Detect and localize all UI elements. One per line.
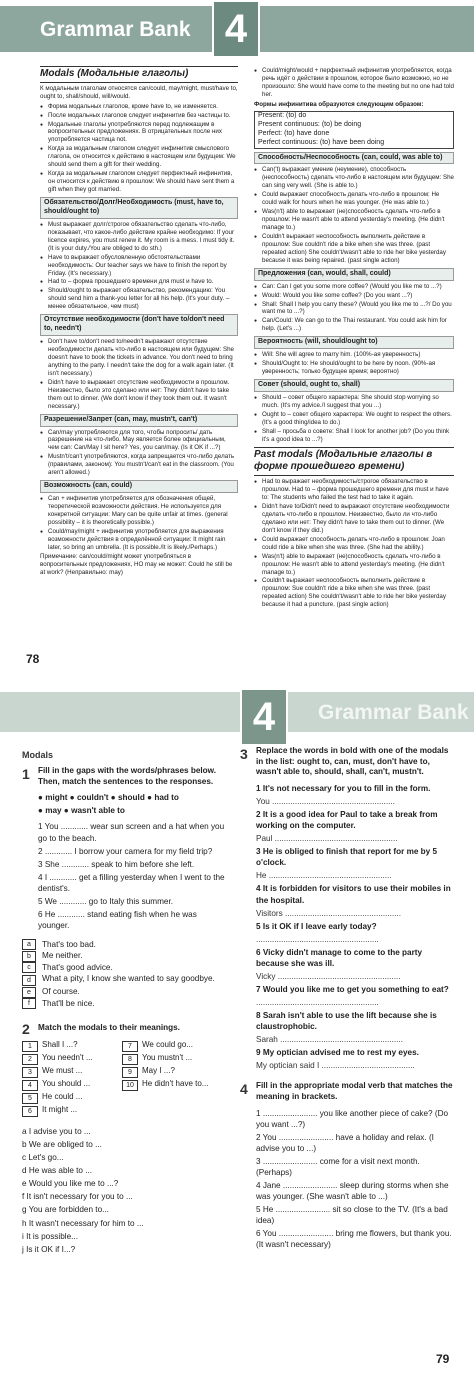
number-box: 6 — [22, 1106, 38, 1117]
list-item: ● Mustn't/can't употребляются, когда запрещается что-либо делать (правилами, законом): You mustn't/can't eat in the classroom. (You aren't allowed.) — [40, 453, 238, 477]
exercise-instruction: Fill in the gaps with the words/phrases below. Then, match the sentences to the responses. — [38, 766, 217, 786]
list-item: ● Can: Can I get you some more coffee? (Would you like me to ...?) — [254, 283, 454, 291]
modals-intro: К модальным глаголам относятся can/could, may/might, must/have to, ought to, shall/should, will/would. — [40, 84, 238, 100]
list-item: ● Didn't have to/Didn't need to выражают отсутствие необходимости сделать что-либо в прошлом. Неизвестно, было ли что-либо сделано или нет: They didn't have to take them out to dinner. (We don't know if they did.) — [254, 503, 454, 535]
number-box: 1 — [22, 1041, 38, 1052]
response-text: That'll be nice. — [42, 998, 95, 1008]
form-row: Perfect continuous: (to) have been doing — [258, 138, 385, 146]
response-row — [22, 998, 228, 1009]
possibility-note: Примечание: can/could/might может употребляться в вопросительных предложениях, НО may не может: Could he still be at work? (Неправильно: may) — [40, 552, 233, 576]
modal-item: It might ... — [42, 1105, 78, 1115]
answer-line[interactable]: Vicky ...................................................... — [256, 971, 401, 981]
answer-line[interactable]: Sarah ...................................................... — [256, 1035, 403, 1045]
obligation-heading: Обязательство/Долг/Необходимость (must, have to, should/ought to) — [40, 197, 238, 219]
list-item: ● Should/Ought to: He should/ought to be here by noon. (90%-ая уверенность; только будущее время; вероятно) — [254, 360, 454, 376]
question: 7 Would you like me to get you something to eat? — [256, 984, 449, 994]
right-column — [254, 66, 454, 610]
response-row — [22, 939, 228, 950]
response-text: That's good advice. — [42, 962, 113, 972]
word-list: ● may ● wasn't able to — [38, 806, 125, 816]
infinitive-forms-box — [254, 111, 454, 149]
answer-line[interactable]: He ...................................................... — [256, 871, 392, 881]
answer-line[interactable]: Visitors ................................................... — [256, 908, 401, 918]
response-row — [22, 950, 228, 961]
list-item: ● Can/Could: We can go to the Thai restaurant. You could ask him for help. (Let's ...) — [254, 317, 454, 333]
question: 1 It's not necessary for you to fill in the form. — [256, 783, 431, 793]
list-item: ● Should/ought to выражает обязательство, рекомендацию: You should send him a thank-you letter for all his help. (It's your duty. – менее обязательное, чем must) — [40, 287, 238, 311]
page-number: 78 — [26, 652, 40, 666]
list-item: ● Couldn't выражает неспособность выполнить действие в прошлом: Sue couldn't ride a bike when she was three. (past repeated action) She couldn't/wasn't able to ride her bike yesterday because it was being repaired. (past single action) — [254, 233, 454, 265]
number-box: 4 — [22, 1080, 38, 1091]
response-row — [22, 973, 228, 986]
sentence: 5 We ............ go to Italy this summer. — [38, 896, 173, 906]
header-title: Grammar Bank — [40, 18, 191, 41]
list-item: ● Couldn't выражает неспособность выполнить действие в прошлом: Sue couldn't ride a bike when she was three. (past repeated action) She couldn't/wasn't able to ride her bike yesterday because it had a puncture. (past single action) — [254, 577, 454, 609]
question: 2 It is a good idea for Paul to take a break from working on the computer. — [256, 810, 438, 831]
number-box: 5 — [22, 1093, 38, 1104]
gap-item: 4 Jane ........................ sleep during storms when she was younger. (She wasn't able to ...) — [256, 1181, 449, 1202]
list-item: ● Was(n't) able to выражает (не)способность сделать что-либо в прошлом: He wasn't able to attend yesterday's meeting. (He didn't manage to.) — [254, 553, 454, 577]
gap-item: 1 ........................ you like another piece of cake? (Do you want ...?) — [256, 1108, 449, 1129]
meanings-list — [22, 1126, 226, 1255]
gap-item: 6 You ........................ bring me flowers, but thank you. (It wasn't necessary) — [256, 1229, 452, 1250]
list-item: ● Must выражает долг/строгое обязательство сделать что-либо, показывает, что какое-либо действие крайне необходимо: If your licence expires, you must renew it. My room is a mess. I must tidy it. (It is your duty./You are obliged to do sth.) — [40, 221, 238, 253]
perf-forms-label: Формы инфинитива образуются следующим образом: — [254, 100, 424, 108]
list-item: ● Shall: Shall I help you carry these? (Would you like me to ...?/ Do you want me to ...?) — [254, 301, 454, 317]
number-box: 9 — [122, 1067, 138, 1078]
list-item: ● Could/may/might + инфинитив употребляется для выражения возможности действия в определённой ситуации: It might rain later, so bring an umbrella. (It is possible./It is likely./Perhaps.) — [40, 528, 238, 552]
response-text: What a pity, I know she wanted to say goodbye. — [42, 974, 215, 984]
modal-item: You mustn't ... — [142, 1053, 193, 1063]
answer-box[interactable]: b — [22, 951, 36, 962]
question: 3 He is obliged to finish that report for me by 5 o'clock. — [256, 847, 438, 868]
question: 9 My optician advised me to rest my eyes. — [256, 1048, 419, 1058]
header-bar — [0, 692, 474, 732]
exercise-number: 1 — [22, 766, 30, 782]
exercise-number: 4 — [240, 1081, 248, 1098]
form-row: Perfect: (to) have done — [258, 129, 330, 137]
list-item: ● Was(n't) able to выражает (не)способность сделать что-либо в прошлом: He wasn't able to attend yesterday's meeting. (He didn't manage to.) — [254, 208, 454, 232]
meaning: h It wasn't necessary for him to ... — [22, 1218, 144, 1228]
word-list: ● might ● couldn't ● should ● had to — [38, 793, 179, 803]
page-79 — [0, 688, 474, 1376]
sentence: 3 She ............ speak to him before she left. — [38, 859, 195, 869]
list-item: ● Could выражает способность делать что-либо в прошлом: He could walk for hours when he was younger. (He was able to.) — [254, 191, 454, 207]
probability-heading: Вероятность (will, should/ought to) — [254, 336, 454, 349]
responses-list — [22, 939, 228, 1009]
gap-item: 2 You ........................ have a holiday and relax. (I advise you to ...) — [256, 1132, 434, 1153]
exercise-instruction: Replace the words in bold with one of the modals in the list: ought to, can, must, don't have to, wasn't able to, should, shall, can't, mustn't. — [256, 746, 449, 777]
list-item: ● Can + инфинитив употребляется для обозначения общей, теоретической возможности действия. Не используется для конкретной ситуации: Mary can be quite unfair at times. (general possibility – it is theoretically possible.) — [40, 495, 238, 527]
list-item: ● Should – совет общего характера: She should stop worrying so much. (It's my advice./I suggest that you ...) — [254, 394, 454, 410]
modal-item: Shall I ...? — [42, 1040, 78, 1050]
exercise-number: 2 — [22, 1021, 30, 1038]
modal-item: He could ... — [42, 1092, 83, 1102]
sentence: 4 I ............ get a filling yesterday when I went to the dentist's. — [38, 872, 225, 893]
list-item: ● Don't have to/don't need to/needn't выражают отсутствие необходимости делать что-либо в настоящем или будущем: She doesn't have to book the tickets in advance. You don't need to bring anything to the party. I needn't take the dog for a walk again later. (It isn't necessary.) — [40, 338, 238, 378]
form-row: Present: (to) do — [258, 111, 307, 119]
answer-box[interactable]: f — [22, 998, 36, 1009]
unit-number-badge: 4 — [212, 0, 260, 58]
modals-heading: Modals (Модальные глаголы) — [40, 66, 238, 83]
answer-line[interactable]: Paul ...................................................... — [256, 834, 398, 844]
answer-line[interactable]: You ...................................................... — [256, 797, 395, 807]
offers-heading: Предложения (can, would, shall, could) — [254, 268, 454, 281]
list-item: ● Didn't have to выражает отсутствие необходимости в прошлом. Неизвестно, было это сделано или нет: They didn't have to take them out to dinner. (We don't know if they took them out. It wasn't necessary.) — [40, 379, 238, 411]
gap-item: 3 ........................ come for a visit next month. (Perhaps) — [256, 1156, 420, 1178]
modal-item: He didn't have to... — [142, 1079, 209, 1089]
response-text: Of course. — [42, 987, 80, 997]
response-text: That's too bad. — [42, 940, 96, 949]
number-box: 8 — [122, 1054, 138, 1065]
modal-item: We must ... — [42, 1066, 83, 1076]
answer-line[interactable]: ...................................................... — [256, 998, 379, 1008]
meaning: e Would you like me to ...? — [22, 1179, 119, 1189]
ability-heading: Способность/Неспособность (can, could, was able to) — [254, 152, 454, 165]
answer-box[interactable]: d — [22, 975, 36, 986]
answer-line[interactable]: ...................................................... — [256, 934, 379, 944]
gap-item: 5 He ........................ sit so close to the TV. (It's a bad idea) — [256, 1205, 448, 1226]
modal-item: We could go... — [142, 1040, 193, 1050]
list-item: ● Когда за модальным глаголом следует перфектный инфинитив, он относится к действию в прошлом: We should have sent them a gift when they got married. — [40, 170, 238, 194]
response-row — [22, 986, 228, 997]
unit-number-badge: 4 — [240, 688, 288, 746]
list-item: ● После модальных глаголов следует инфинитив без частицы to. — [40, 112, 238, 120]
number-box: 3 — [22, 1067, 38, 1078]
question: 4 It is forbidden for visitors to use their mobiles in the hospital. — [256, 884, 451, 905]
list-item: ● Could выражает способность делать что-либо в прошлом: Joan could ride a bike when she was three. (She had the ability.) — [254, 536, 454, 552]
meaning: b We are obliged to ... — [22, 1140, 102, 1150]
page-gap — [0, 668, 474, 688]
modal-item: You should ... — [42, 1079, 91, 1089]
answer-line[interactable]: My optician said I ......................................... — [256, 1061, 415, 1071]
list-item: ● Когда за модальным глаголом следует инфинитив смыслового глагола, он относится к действию в настоящем или будущем: We should send them a gift for their wedding. — [40, 145, 238, 169]
list-item: ● Can('t) выражает умение (неумение), способность (неспособность) сделать что-либо в настоящем или будущем: She can sing very well. (She is able to.) — [254, 166, 454, 190]
meaning: a I advise you to ... — [22, 1127, 91, 1137]
sentence: 2 ............ I borrow your camera for my field trip? — [38, 846, 213, 856]
answer-box[interactable]: c — [22, 962, 36, 973]
list-item: ● Could/might/would + перфектный инфинитив употребляется, когда речь идёт о действии в прошлом, которое было возможно, но не произошло: She would have come to the meeting but no one had told her. — [254, 67, 454, 99]
left-column — [22, 750, 226, 1257]
answer-box[interactable]: a — [22, 939, 36, 950]
exercise-3 — [240, 746, 454, 1071]
answer-box[interactable]: e — [22, 987, 36, 998]
exercise-instruction: Fill in the appropriate modal verb that matches the meaning in brackets. — [256, 1081, 453, 1102]
question: 5 Is it OK if I leave early today? — [256, 921, 377, 931]
meaning: f It isn't necessary for you to ... — [22, 1192, 133, 1202]
response-row — [22, 962, 228, 973]
exercise-2 — [22, 1021, 226, 1038]
meaning: c Let's go... — [22, 1153, 64, 1163]
permission-heading: Разрешение/Запрет (can, may, mustn't, can't) — [40, 414, 238, 427]
list-item: ● Can/may употребляются для того, чтобы попросить/ дать разрешение на что-либо. May является более официальным, чем can: Can/May I sit here? Yes, you can/may. (Is it OK if ...?) — [40, 429, 238, 453]
number-box: 7 — [122, 1041, 138, 1052]
meaning: g You are forbidden to... — [22, 1205, 109, 1215]
exercise-number: 3 — [240, 746, 248, 762]
possibility-heading: Возможность (can, could) — [40, 480, 238, 493]
list-item: ● Had to выражает необходимость/строгое обязательство в прошлом. Had to – форма прошедшего времени для must и have to: The students who failed the test had to take it again. — [254, 478, 454, 502]
sentence: 1 You ............ wear sun screen and a hat when you go to the beach. — [38, 822, 225, 843]
number-box: 2 — [22, 1054, 38, 1065]
question: 8 Sarah isn't able to use the lift because she is claustrophobic. — [256, 1011, 437, 1032]
list-item: ● Ought to – совет общего характера: We ought to respect the others. (It's a good thing/idea to do.) — [254, 411, 454, 427]
right-column — [240, 746, 454, 1252]
advice-heading: Совет (should, ought to, shall) — [254, 379, 454, 392]
header-title: Grammar Bank — [318, 701, 469, 724]
section-heading: Modals — [22, 750, 54, 760]
number-box: 10 — [122, 1080, 138, 1091]
exercise-instruction: Match the modals to their meanings. — [38, 1023, 180, 1033]
exercise-1 — [22, 766, 226, 931]
meaning: d He was able to ... — [22, 1166, 93, 1176]
matching-table — [22, 1040, 226, 1118]
sentence: 6 He ............ stand eating fish when he was younger. — [38, 909, 197, 930]
list-item: ● Will: She will agree to marry him. (100%-ая уверенность) — [254, 351, 454, 359]
list-item: ● Have to выражает обусловленную обстоятельствами необходимость: Our teacher says we have to finish the report by Friday. (It's necessary.) — [40, 254, 238, 278]
list-item: ● Форма модальных глаголов, кроме have to, не изменяется. — [40, 103, 238, 111]
response-text: Me neither. — [42, 951, 83, 961]
absence-heading: Отсутствие необходимости (don't have to/don't need to, needn't) — [40, 314, 238, 336]
meaning: j Is it OK if I...? — [22, 1244, 76, 1254]
list-item: ● Would: Would you like some coffee? (Do you want ...?) — [254, 292, 454, 300]
list-item: ● Модальные глаголы употребляются перед подлежащим в вопросительных предложениях. В отрицательных после них употребляется частица not. — [40, 121, 238, 145]
form-row: Present continuous: (to) be doing — [258, 120, 362, 128]
modal-item: May I ...? — [142, 1066, 175, 1076]
page-78 — [0, 0, 474, 668]
past-modals-heading: Past modals (Модальные глаголы в форме прошедшего времени) — [254, 447, 454, 477]
list-item: ● Shall – просьба о совете: Shall I look for another job? (Do you think it's a good idea to ...?) — [254, 428, 454, 444]
exercise-4 — [240, 1081, 454, 1250]
list-item: ● Had to – форма прошедшего времени для must и have to. — [40, 278, 238, 286]
question: 6 Vicky didn't manage to come to the party because she was ill. — [256, 947, 423, 968]
modal-item: You needn't ... — [42, 1053, 93, 1063]
left-column — [40, 66, 238, 578]
meaning: i It is possible... — [22, 1231, 78, 1241]
page-number: 79 — [436, 1352, 450, 1366]
